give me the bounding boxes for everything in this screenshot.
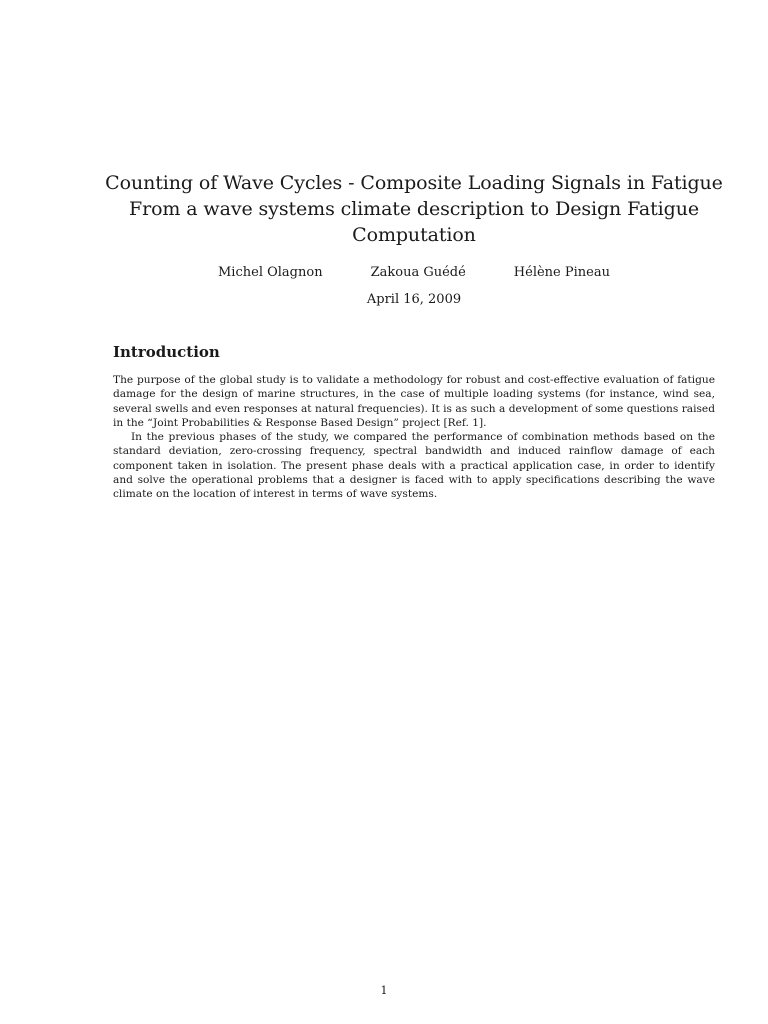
title-line-2: From a wave systems climate description to Design Fatigue: [129, 198, 699, 220]
section-heading: Introduction: [113, 343, 220, 361]
page-number: 1: [380, 984, 388, 997]
paragraph: The purpose of the global study is to validate a methodology for robust and cost-effective evaluation of fatigue damage for the design of marine structures, in the case of multiple loading systems (for instance, wind sea, several swells and even responses at natural frequencies). It is as such a development of some questions raised in the “Joint Probabilities & Response Based Design” project [Ref. 1].: [113, 374, 715, 429]
introduction-body: [113, 373, 715, 502]
publication-date: April 16, 2009: [366, 292, 462, 307]
paragraph: In the previous phases of the study, we compared the performance of combination methods based on the standard deviation, zero-crossing frequency, spectral bandwidth and induced rainflow damage of each component taken in isolation. The present phase deals with a practical application case, in order to identify and solve the operational problems that a designer is faced with to apply specifications describing the wave climate on the location of interest in terms of wave systems.: [113, 431, 715, 501]
author-name: Zakoua Guédé: [370, 265, 466, 280]
author-name: Hélène Pineau: [513, 265, 610, 280]
paper-title: [100, 170, 728, 248]
author-list: [100, 264, 728, 282]
author-name: Michel Olagnon: [218, 265, 323, 280]
title-line-3: Computation: [352, 224, 476, 246]
title-line-1: Counting of Wave Cycles - Composite Loading Signals in Fatigue: [105, 172, 723, 194]
